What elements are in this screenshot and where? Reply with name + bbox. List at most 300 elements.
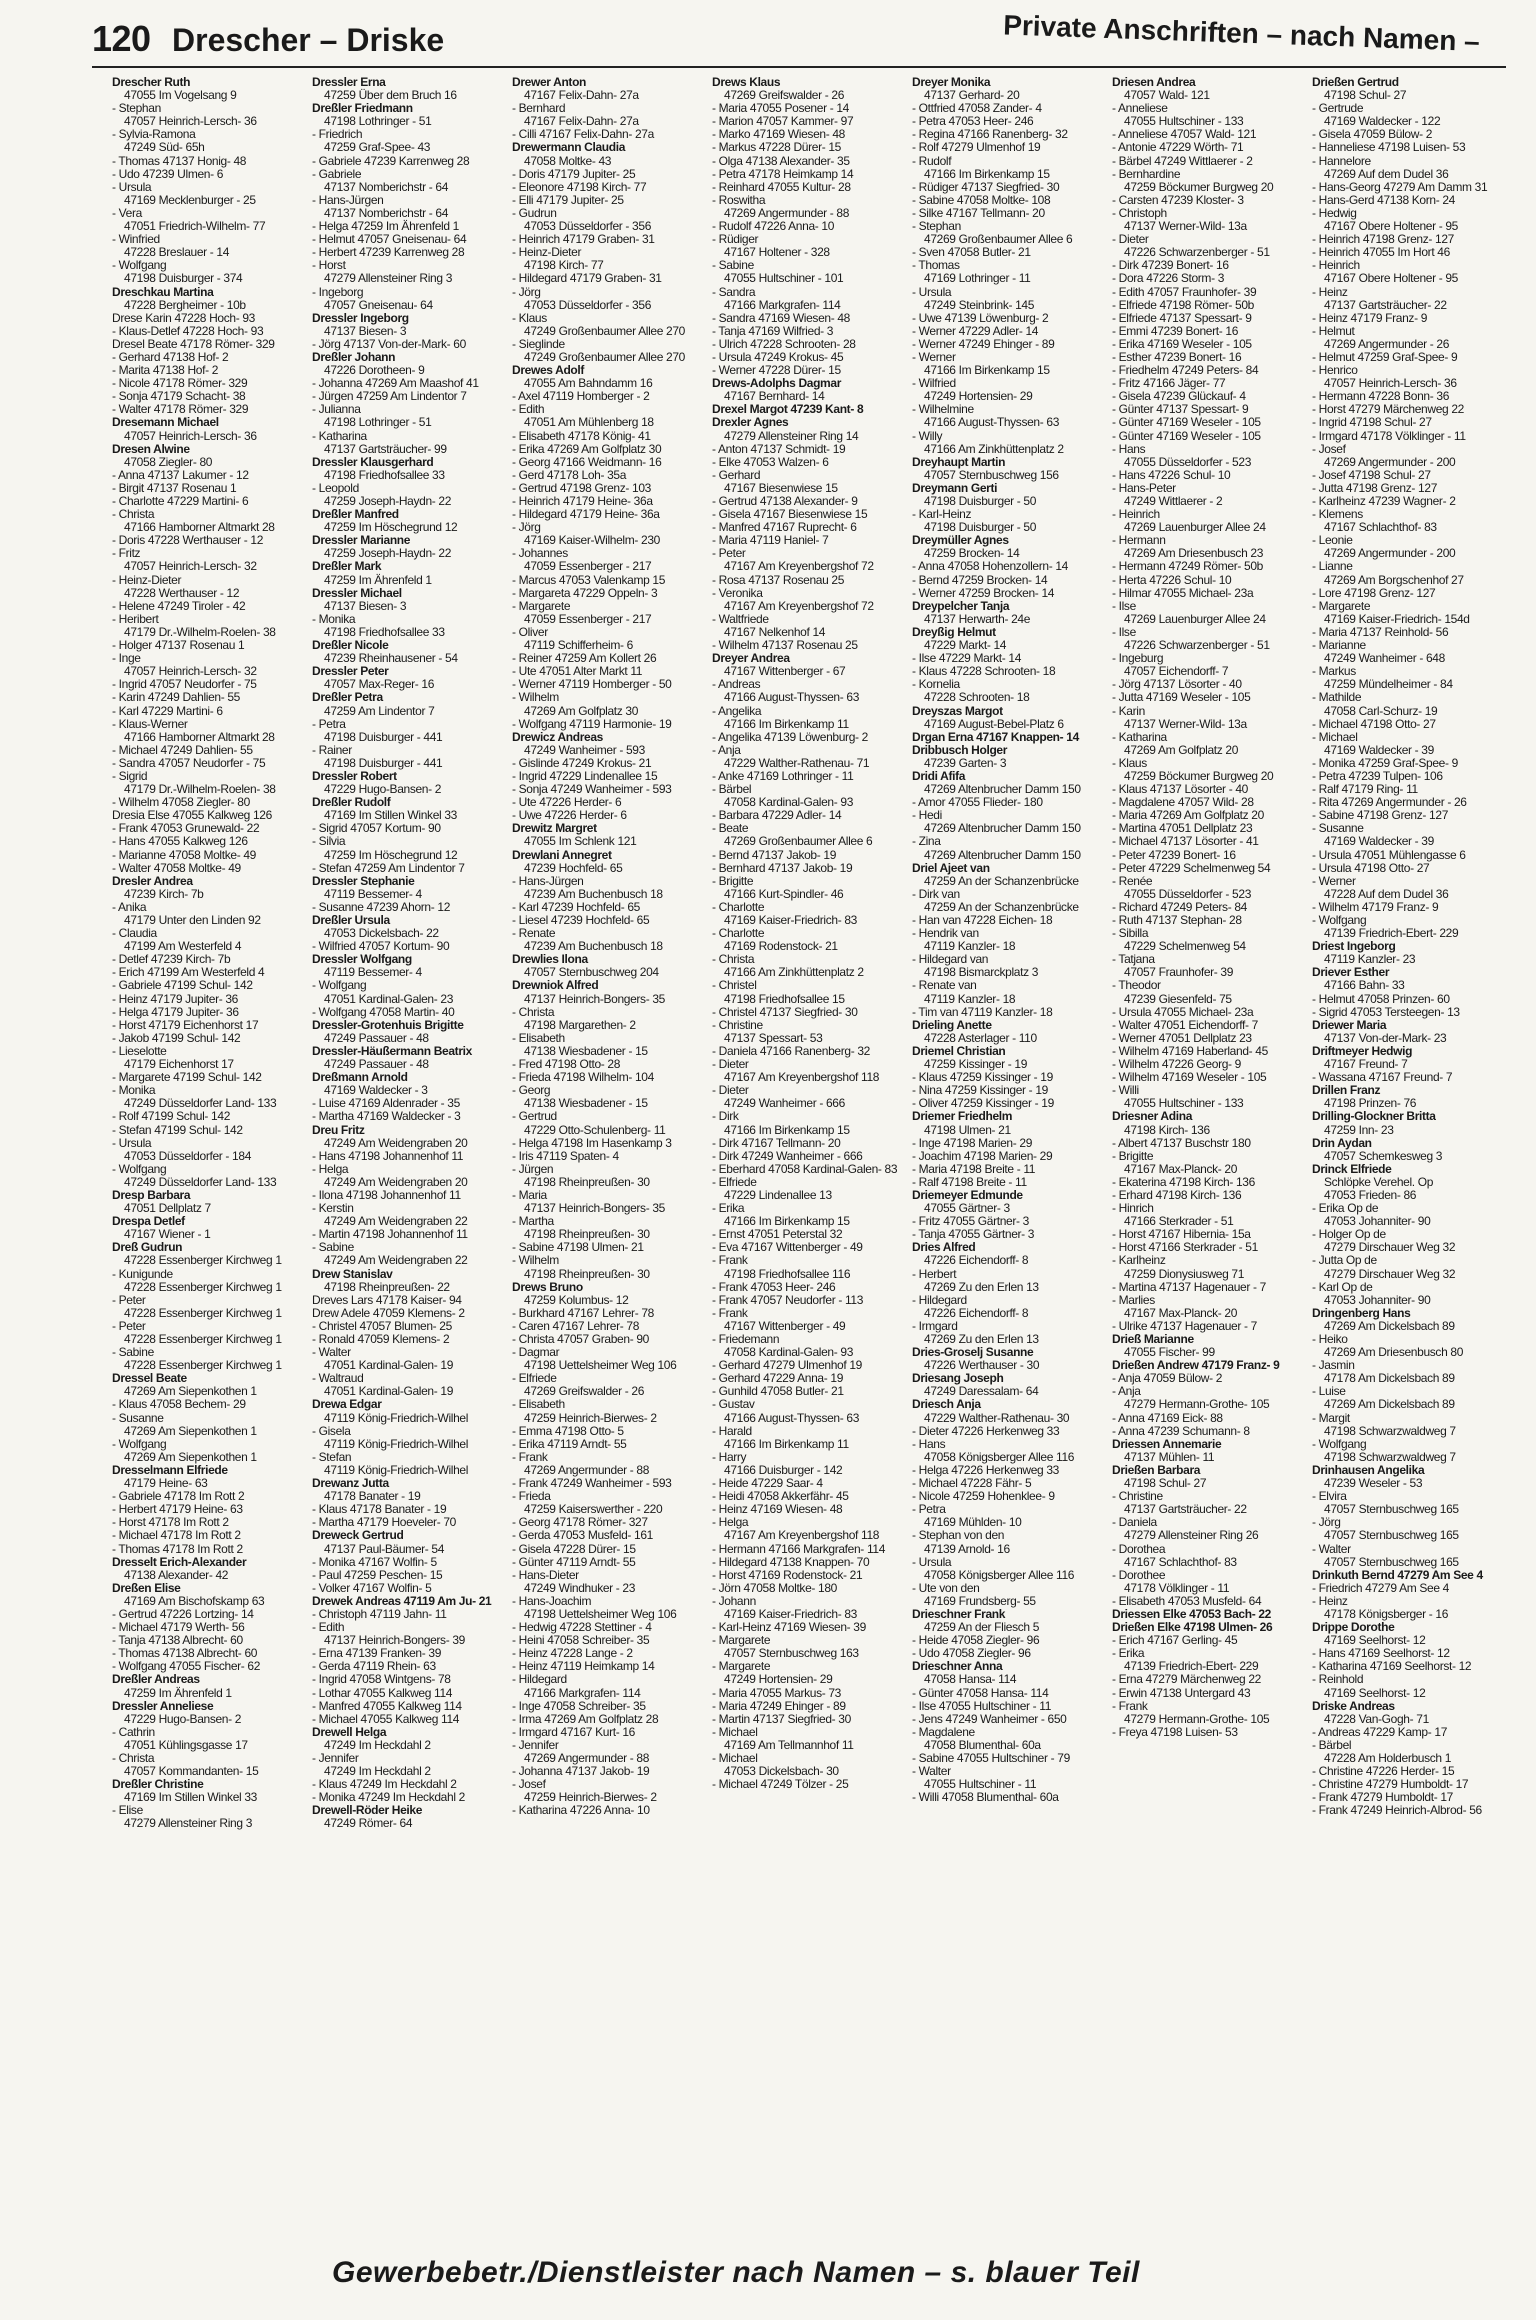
entry-address: 47269 Am Dickelsbach 89	[1324, 1318, 1455, 1333]
entry-person: - Cilli 47167 Felix-Dahn- 27a	[512, 127, 654, 142]
entry-address: 47051 Kardinal-Galen- 19	[324, 1358, 454, 1373]
entry-person: - Gustav	[712, 1397, 755, 1412]
entry-person: - Johannes	[512, 546, 568, 561]
entry-person: - Manfred 47055 Kalkweg 114	[312, 1698, 462, 1713]
entry-address: 47138 Alexander- 42	[124, 1567, 229, 1582]
entry-address: 47119 Kanzler- 18	[924, 991, 1016, 1006]
entry-person: - Sandra	[712, 284, 756, 299]
entry-person: - Klaus	[512, 310, 547, 325]
entry-address: 47167 Schlachthof- 83	[1324, 520, 1437, 535]
entry-person: - Bärbel	[712, 782, 752, 797]
entry-person: - Bärbel 47249 Wittlaerer - 2	[1112, 153, 1253, 168]
entry-address: 47058 Hansa- 114	[924, 1672, 1017, 1687]
entry-address: 47249 Großenbaumer Allee 270	[524, 349, 685, 364]
entry-address: 47226 Schwarzenberger - 51	[1124, 245, 1270, 260]
entry-surname: Dreyer Andrea	[712, 651, 790, 666]
entry-surname: Drewlani Annegret	[512, 847, 612, 862]
entry-person: - Uwe 47226 Herder- 6	[512, 808, 627, 823]
entry-person: - Friedrich	[312, 127, 363, 142]
entry-address: 47053 Johanniter- 90	[1324, 1292, 1431, 1307]
page-footer: Gewerbebetr./Dienstleister nach Namen – s. blauer Teil	[332, 2256, 1140, 2289]
entry-person: Drese Karin 47228 Hoch- 93	[112, 310, 255, 325]
entry-address: 47167 Holtener - 328	[724, 245, 830, 260]
entry-person: - Magdalene 47057 Wild- 28	[1112, 795, 1254, 810]
entry-person: - Klemens	[1312, 507, 1363, 522]
entry-address: 47169 Waldecker - 39	[1324, 742, 1434, 757]
entry-address: 47239 Rheinhausener - 54	[324, 651, 458, 666]
entry-person: - Caren 47167 Lehrer- 78	[512, 1318, 640, 1333]
entry-address: 47137 Mühlen- 11	[1124, 1449, 1215, 1464]
entry-person: - Maria 47119 Haniel- 7	[712, 533, 829, 548]
entry-person: - Petra 47239 Tulpen- 106	[1312, 768, 1443, 783]
entry-address: 47138 Wiesbadener - 15	[524, 1043, 648, 1058]
entry-person: - Hans-Jürgen	[312, 192, 384, 207]
entry-surname: Drewer Anton	[512, 76, 587, 89]
entry-person: - Wilfried	[912, 376, 956, 391]
entry-person: - Elke 47053 Walzen- 6	[712, 454, 829, 469]
entry-person: - Reinhold	[1312, 1672, 1364, 1687]
entry-person: - Friedrich 47279 Am See 4	[1312, 1580, 1449, 1595]
entry-person: - Heinz 47179 Franz- 9	[1312, 310, 1428, 325]
entry-address: 47167 Biesenwiese 15	[724, 480, 838, 495]
entry-person: - Freya 47198 Luisen- 53	[1112, 1724, 1238, 1739]
entry-person: - Joachim 47198 Marien- 29	[912, 1148, 1053, 1163]
entry-address: 47119 König-Friedrich-Wilhel	[324, 1462, 469, 1477]
entry-person: - Thomas	[912, 258, 960, 273]
entry-surname: Drinhausen Angelika	[1312, 1462, 1425, 1477]
entry-address: 47166 Kurt-Spindler- 46	[724, 886, 844, 901]
entry-person: - Detlef 47239 Kirch- 7b	[112, 952, 231, 967]
entry-address: 47259 Über dem Bruch 16	[324, 88, 457, 103]
entry-address: 47058 Blumenthal- 60a	[924, 1737, 1041, 1752]
entry-person: - Rainer	[312, 742, 352, 757]
entry-person: - Michael 47055 Kalkweg 114	[312, 1711, 460, 1726]
entry-address: 47269 Am Dickelsbach 89	[1324, 1397, 1455, 1412]
entry-address: 47259 Kissinger - 19	[924, 1057, 1028, 1072]
entry-person: - Sandra 47169 Wiesen- 48	[712, 310, 851, 325]
entry-person: - Georg	[512, 1083, 551, 1098]
entry-address: 47198 Uettelsheimer Weg 106	[524, 1358, 677, 1373]
entry-person: - Maria 47137 Reinhold- 56	[1312, 624, 1449, 639]
entry-address: 47259 Mündelheimer - 84	[1324, 677, 1453, 692]
entry-address: 47198 Ulmen- 21	[924, 1122, 1011, 1137]
entry-person: - Michael	[1312, 729, 1358, 744]
entry-person: - Peter	[112, 1292, 146, 1307]
entry-person: - Heide 47058 Ziegler- 96	[912, 1633, 1040, 1648]
entry-person: - Axel 47119 Homberger - 2	[512, 389, 650, 404]
entry-person: - Petra 47053 Heer- 246	[912, 114, 1034, 129]
entry-address: 47053 Frieden- 86	[1324, 1187, 1417, 1202]
entry-person: - Günter 47137 Spessart- 9	[1112, 402, 1249, 417]
entry-address: 47167 Bernhard- 14	[724, 389, 825, 404]
entry-person: - Gisela 47239 Glückauf- 4	[1112, 389, 1246, 404]
entry-person: - Martha	[512, 1214, 554, 1229]
entry-address: 47249 Düsseldorfer Land- 133	[124, 1096, 277, 1111]
entry-person: - Horst 47279 Märchenweg 22	[1312, 402, 1464, 417]
entry-person: - Karl-Heinz 47169 Wiesen- 39	[712, 1620, 866, 1635]
entry-person: - Ralf 47198 Breite - 11	[912, 1174, 1027, 1189]
entry-person: - Daniela 47166 Ranenberg- 32	[712, 1043, 870, 1058]
entry-person: - Werner 47119 Homberger - 50	[512, 677, 672, 692]
entry-address: 47198 Rheinpreußen- 30	[524, 1227, 650, 1242]
entry-person: - Klaus-Werner	[112, 716, 188, 731]
entry-person: - Paul 47259 Peschen- 15	[312, 1567, 443, 1582]
entry-person: - Frank 47053 Heer- 246	[712, 1279, 836, 1294]
entry-surname: Drießen Andrew 47179 Franz- 9	[1112, 1358, 1280, 1373]
entry-person: - Walter	[312, 1345, 351, 1360]
entry-person: - Rüdiger	[712, 232, 759, 247]
entry-address: 47166 Bahn- 33	[1324, 978, 1405, 993]
entry-surname: Drewlies Ilona	[512, 952, 588, 967]
entry-person: - Katharina	[1112, 729, 1167, 744]
entry-person: - Horst 47178 Im Rott 2	[112, 1515, 229, 1530]
entry-person: - Günter 47058 Hansa- 114	[912, 1685, 1049, 1700]
entry-person: - Jutta 47169 Weseler - 105	[1112, 690, 1251, 705]
entry-surname: Dreyhaupt Martin	[912, 454, 1006, 469]
entry-person: - Ute 47226 Herder- 6	[512, 795, 622, 810]
entry-address: Schlöpke Verehel. Op	[1324, 1174, 1434, 1189]
entry-address: 47269 Angermunder - 26	[1324, 336, 1450, 351]
entry-address: 47269 Großenbaumer Allee 6	[724, 834, 873, 849]
entry-person: - Ursula	[912, 284, 952, 299]
entry-address: 47226 Eichendorff- 8	[924, 1305, 1029, 1320]
entry-person: - Elise	[112, 1803, 143, 1818]
entry-person: - Ilona 47198 Johannenhof 11	[312, 1187, 461, 1202]
entry-person: - Heinz 47179 Jupiter- 36	[112, 991, 238, 1006]
entry-person: - Oliver 47259 Kissinger - 19	[912, 1096, 1054, 1111]
entry-person: - Wilhelm 47226 Georg- 9	[1112, 1057, 1241, 1072]
entry-person: - Silke 47167 Tellmann- 20	[912, 205, 1045, 220]
entry-address: 47059 Essenberger - 217	[524, 559, 652, 574]
entry-person: - Ingeburg	[1112, 651, 1164, 666]
entry-address: 47259 An der Fliesch 5	[924, 1620, 1040, 1635]
entry-address: 47269 Zu den Erlen 13	[924, 1332, 1039, 1346]
entry-address: 47269 Greifswalder - 26	[524, 1384, 645, 1399]
entry-surname: Driel Ajeet van	[912, 860, 990, 875]
entry-person: - Michael 47178 Im Rott 2	[112, 1528, 241, 1543]
entry-person: - Frieda 47198 Wilhelm- 104	[512, 1070, 654, 1085]
entry-person: - Regina 47166 Ranenberg- 32	[912, 127, 1068, 142]
entry-person: - Olga 47138 Alexander- 35	[712, 153, 850, 168]
entry-person: - Jakob 47199 Schul- 142	[112, 1030, 241, 1045]
entry-address: 47166 Im Birkenkamp 15	[924, 363, 1050, 378]
entry-person: - Hildegard 47138 Knappen- 70	[712, 1554, 870, 1569]
entry-address: 47166 Markgrafen- 114	[524, 1685, 641, 1700]
entry-address: 47249 Im Heckdahl 2	[324, 1764, 431, 1779]
entry-address: 47249 Daressalam- 64	[924, 1384, 1039, 1399]
entry-surname: Dries Alfred	[912, 1240, 976, 1255]
entry-person: - Ingrid 47198 Schul- 27	[1312, 415, 1432, 430]
entry-person: - Peter 47229 Schelmenweg 54	[1112, 860, 1271, 875]
entry-address: 47169 Kaiser-Friedrich- 83	[724, 913, 857, 927]
entry-person: - Stephan	[112, 101, 161, 116]
entry-address: 47166 Im Birkenkamp 15	[724, 1214, 850, 1229]
entry-person: - Ilse 47055 Hultschiner - 11	[912, 1698, 1052, 1713]
entry-surname: Drewermann Claudia	[512, 140, 626, 155]
entry-person: - Jutta Op de	[1312, 1253, 1377, 1268]
entry-person: - Wilhelm	[512, 690, 559, 705]
entry-address: 47269 Angermunder - 88	[724, 205, 850, 220]
entry-address: 47166 Sterkrader - 51	[1124, 1214, 1234, 1229]
entry-address: 47198 Duisburger - 441	[324, 755, 443, 770]
entry-person: - Reiner 47259 Am Kollert 26	[512, 651, 657, 666]
entry-person: - Roswitha	[712, 192, 766, 207]
entry-person: - Sabine	[112, 1345, 154, 1360]
entry-person: - Jennifer	[312, 1751, 359, 1765]
entry-person: - Günter 47119 Arndt- 55	[512, 1554, 636, 1569]
entry-person: - Inge 47198 Marien- 29	[912, 1135, 1033, 1150]
entry-address: 47167 Am Kreyenbergshof 118	[724, 1528, 880, 1543]
entry-address: 47137 Heinrich-Bongers- 39	[324, 1633, 465, 1648]
entry-address: 47178 Banater - 19	[324, 1489, 421, 1504]
entry-person: - Sieglinde	[512, 336, 565, 351]
entry-person: - Jens 47249 Wanheimer - 650	[912, 1711, 1067, 1726]
entry-person: - Dorothee	[1112, 1567, 1166, 1582]
entry-person: Drew Adele 47059 Klemens- 2	[312, 1305, 465, 1320]
entry-person: - Erwin 47138 Untergard 43	[1112, 1685, 1251, 1700]
entry-person: - Willi	[1112, 1083, 1139, 1098]
entry-person: - Erika	[712, 1201, 745, 1216]
entry-person: - Wilhelm 47169 Haberland- 45	[1112, 1043, 1268, 1058]
entry-person: - Anke 47169 Lothringer - 11	[712, 768, 854, 783]
entry-person: - Elfriede	[712, 1174, 757, 1189]
entry-address: 47166 August-Thyssen- 63	[724, 1410, 860, 1425]
entry-person: - Klaus 47249 Im Heckdahl 2	[312, 1777, 457, 1792]
entry-address: 47259 Am Lindentor 7	[324, 703, 435, 718]
entry-person: - Gerda 47053 Musfeld- 161	[512, 1528, 653, 1543]
entry-person: - Ruth 47137 Stephan- 28	[1112, 913, 1242, 927]
entry-person: - Frank	[512, 1449, 548, 1464]
entry-address: 47279 Hermann-Grothe- 105	[1124, 1711, 1270, 1726]
entry-address: 47055 Düsseldorfer - 523	[1124, 454, 1252, 469]
entry-person: - Helga 47198 Im Hasenkamp 3	[512, 1135, 672, 1150]
entry-address: 47198 Rheinpreußen- 30	[524, 1174, 650, 1189]
entry-person: - Holger 47137 Rosenau 1	[112, 638, 245, 653]
entry-person: - Gertrud 47226 Lortzing- 14	[112, 1606, 254, 1621]
entry-person: - Katharina	[312, 428, 367, 443]
entry-person: - Markus 47228 Dürer- 15	[712, 140, 841, 155]
entry-person: - Gerhard	[712, 467, 761, 482]
entry-surname: Driessen Annemarie	[1112, 1436, 1222, 1451]
entry-address: 47269 Am Driesenbusch 23	[1124, 546, 1264, 561]
entry-person: - Monika	[312, 611, 356, 626]
entry-address: 47166 Im Birkenkamp 15	[924, 166, 1050, 181]
entry-address: 47051 Kardinal-Galen- 23	[324, 991, 454, 1006]
entry-person: - Ulrike 47137 Hagenauer - 7	[1112, 1318, 1257, 1333]
entry-surname: Drießen Gertrud	[1312, 76, 1399, 89]
entry-person: - Ilse	[1112, 598, 1136, 613]
entry-address: 47249 Am Weidengraben 20	[324, 1135, 468, 1150]
entry-address: 47169 Am Tellmannhof 11	[724, 1737, 854, 1752]
entry-address: 47228 Essenberger Kirchweg 1	[124, 1279, 282, 1294]
entry-surname: Driewer Maria	[1312, 1017, 1387, 1032]
entry-surname: Dreßler Johann	[312, 349, 396, 364]
entry-person: - Brigitte	[1112, 1148, 1154, 1163]
entry-address: 47249 Windhuker - 23	[524, 1580, 636, 1595]
entry-person: Dresia Else 47055 Kalkweg 126	[112, 808, 272, 823]
entry-address: 47059 Essenberger - 217	[524, 611, 652, 626]
entry-person: - Charlotte 47229 Martini- 6	[112, 494, 249, 508]
entry-address: 47239 Hochfeld- 65	[524, 860, 623, 875]
entry-person: - Bernd 47137 Jakob- 19	[712, 847, 837, 862]
entry-person: - Wilfried 47057 Kortum- 90	[312, 939, 450, 954]
entry-person: - Klaus	[1112, 755, 1147, 770]
entry-person: - Hildegard	[512, 1672, 567, 1687]
entry-address: 47137 Herwarth- 24e	[924, 611, 1031, 626]
entry-person: - Stephan	[912, 219, 961, 234]
entry-person: - Walter	[1312, 1541, 1351, 1556]
entry-person: - Walter 47178 Römer- 329	[112, 402, 249, 417]
entry-person: - Wolfgang	[1312, 913, 1367, 927]
entry-address: 47269 Lauenburger Allee 24	[1124, 520, 1266, 535]
entry-person: - Heinz 47169 Wiesen- 48	[712, 1502, 843, 1517]
entry-person: - Ursula 47055 Michael- 23a	[1112, 1004, 1254, 1019]
entry-address: 47166 Hamborner Altmarkt 28	[124, 520, 275, 535]
entry-person: - Hans-Peter	[1112, 480, 1176, 495]
entry-person: - Stefan 47199 Schul- 142	[112, 1122, 243, 1137]
entry-person: - Heinz 47119 Heimkamp 14	[512, 1659, 655, 1674]
entry-address: 47269 Am Driesenbusch 80	[1324, 1345, 1464, 1360]
entry-person: - Wilhelm 47169 Weseler - 105	[1112, 1070, 1267, 1085]
entry-person: - Holger Op de	[1312, 1227, 1386, 1242]
entry-surname: Drewek Andreas 47119 Am Ju- 21	[312, 1593, 492, 1608]
entry-address: 47058 Carl-Schurz- 19	[1324, 703, 1438, 718]
entry-person: - Anna 47169 Eick- 88	[1112, 1410, 1223, 1425]
entry-person: - Erich 47167 Gerling- 45	[1112, 1633, 1238, 1648]
entry-person: - Maria 47198 Breite - 11	[912, 1161, 1036, 1176]
entry-person: - Erika	[1112, 1646, 1145, 1661]
entry-address: 47226 Schwarzenberger - 51	[1124, 638, 1270, 653]
entry-person: - Elli 47179 Jupiter- 25	[512, 192, 624, 207]
entry-person: - Helga 47226 Herkenweg 33	[912, 1462, 1059, 1477]
entry-person: - Frank	[1112, 1698, 1148, 1713]
entry-person: - Edith	[312, 1620, 345, 1635]
entry-person: - Thomas 47137 Honig- 48	[112, 153, 247, 168]
entry-person: - Sigrid 47053 Tersteegen- 13	[1312, 1004, 1460, 1019]
entry-person: - Elfriede 47198 Römer- 50b	[1112, 297, 1254, 312]
entry-person: - Josef	[1312, 441, 1346, 456]
entry-person: - Helene 47249 Tiroler - 42	[112, 598, 246, 613]
entry-person: - Gerhard 47138 Hof- 2	[112, 349, 229, 364]
entry-person: - Klaus 47058 Bechem- 29	[112, 1397, 246, 1412]
entry-address: 47269 Angermunder - 200	[1324, 454, 1456, 469]
entry-person: - Christa	[712, 952, 755, 967]
entry-person: - Margarete 47199 Schul- 142	[112, 1070, 262, 1085]
entry-surname: Driest Ingeborg	[1312, 939, 1396, 954]
entry-address: 47167 Nelkenhof 14	[724, 624, 826, 639]
entry-address: 47249 Wittlaerer - 2	[1124, 494, 1223, 508]
entry-person: - Heinrich 47055 Im Hort 46	[1312, 245, 1450, 260]
entry-person: - Susanne	[1312, 821, 1364, 836]
entry-surname: Drexel Margot 47239 Kant- 8	[712, 402, 864, 417]
entry-address: 47239 Giesenfeld- 75	[1124, 991, 1232, 1006]
entry-address: 47228 Am Holderbusch 1	[1324, 1751, 1452, 1765]
entry-address: 47249 Passauer - 48	[324, 1057, 429, 1072]
entry-address: 47269 Angermunder - 200	[1324, 546, 1456, 561]
entry-person: - Elisabeth 47178 König- 41	[512, 428, 651, 443]
entry-person: - Anja 47059 Bülow- 2	[1112, 1371, 1223, 1386]
entry-surname: Dressler Wolfgang	[312, 952, 412, 967]
entry-person: - Wilhelm 47137 Rosenau 25	[712, 638, 858, 653]
entry-person: - Han van 47228 Eichen- 18	[912, 913, 1053, 927]
entry-person: - Manfred 47167 Ruprecht- 6	[712, 520, 857, 535]
entry-person: - Henrico	[1312, 363, 1358, 378]
entry-address: 47137 Biesen- 3	[324, 598, 407, 613]
entry-person: - Nicole 47259 Hohenklee- 9	[912, 1489, 1055, 1504]
entry-person: - Magdalene	[912, 1724, 975, 1739]
entry-person: - Reinhard 47055 Kultur- 28	[712, 179, 851, 194]
entry-person: - Hans 47169 Seelhorst- 12	[1312, 1646, 1450, 1661]
entry-address: 47228 Asterlager - 110	[924, 1030, 1037, 1045]
entry-person: - Sibilla	[1112, 926, 1149, 941]
entry-person: - Marlies	[1112, 1292, 1155, 1307]
entry-person: - Margarete	[712, 1633, 771, 1648]
entry-surname: Drießen Elke 47198 Ulmen- 26	[1112, 1620, 1273, 1635]
entry-person: - Stefan 47259 Am Lindentor 7	[312, 860, 465, 875]
entry-surname: Drewitz Margret	[512, 821, 597, 836]
entry-address: 47259 Böckumer Burgweg 20	[1124, 179, 1274, 194]
entry-address: 47051 Kardinal-Galen- 19	[324, 1384, 454, 1399]
entry-person: - Barbara 47229 Adler- 14	[712, 808, 842, 823]
entry-surname: Dreßler Ursula	[312, 913, 390, 927]
entry-person: - Karin 47249 Dahlien- 55	[112, 690, 241, 705]
entry-person: - Christine	[1112, 1489, 1163, 1504]
entry-person: - Erika 47169 Weseler - 105	[1112, 336, 1252, 351]
entry-person: - Cathrin	[112, 1724, 155, 1739]
entry-surname: Dressler-Häußermann Beatrix	[312, 1043, 472, 1058]
entry-person: - Frank 47057 Neudorfer - 113	[712, 1292, 864, 1307]
entry-address: 47259 Joseph-Haydn- 22	[324, 546, 452, 561]
entry-surname: Dresen Alwine	[112, 441, 190, 456]
directory-column	[912, 76, 1112, 2236]
entry-address: 47269 Angermunder - 88	[524, 1462, 650, 1477]
entry-address: 47057 Sternbuschweg 204	[524, 965, 659, 980]
entry-person: - Heinz	[1312, 284, 1348, 299]
entry-person: Dresel Beate 47178 Römer- 329	[112, 336, 275, 351]
entry-address: 47055 Im Vogelsang 9	[124, 88, 237, 103]
entry-address: 47058 Kardinal-Galen- 93	[724, 795, 854, 810]
entry-person: - Udo 47239 Ulmen- 6	[112, 166, 224, 181]
entry-person: - Petra	[912, 1502, 946, 1517]
entry-address: 47053 Düsseldorfer - 356	[524, 219, 652, 234]
entry-person: - Frank	[712, 1253, 748, 1268]
entry-address: 47053 Johanniter- 90	[1324, 1214, 1431, 1229]
entry-person: - Volker 47167 Wolfin- 5	[312, 1580, 432, 1595]
entry-address: 47198 Friedhofsallee 33	[324, 624, 445, 639]
entry-address: 47269 Altenbrucher Damm 150	[924, 782, 1081, 797]
entry-person: - Katharina 47226 Anna- 10	[512, 1803, 650, 1818]
entry-person: - Wilhelm 47179 Franz- 9	[1312, 899, 1439, 914]
entry-surname: Driemel Christian	[912, 1043, 1006, 1058]
entry-person: - Hans-Jürgen	[512, 873, 584, 888]
entry-person: - Hans	[912, 1436, 946, 1451]
entry-address: 47269 Lauenburger Allee 24	[1124, 611, 1266, 626]
entry-surname: Dreß Gudrun	[112, 1240, 183, 1255]
entry-person: - Werner 47228 Dürer- 15	[712, 363, 841, 378]
entry-person: - Monika	[112, 1083, 156, 1098]
entry-person: - Dieter 47226 Herkenweg 33	[912, 1423, 1060, 1438]
entry-person: - Ilse 47229 Markt- 14	[912, 651, 1022, 666]
entry-surname: Driemeyer Edmunde	[912, 1187, 1023, 1202]
entry-address: 47051 Friedrich-Wilhelm- 77	[124, 219, 266, 234]
entry-person: - Rolf 47199 Schul- 142	[112, 1109, 231, 1124]
entry-person: - Hannelore	[1312, 153, 1371, 168]
entry-address: 47119 König-Friedrich-Wilhel	[324, 1410, 469, 1425]
entry-person: - Monika 47249 Im Heckdahl 2	[312, 1790, 465, 1805]
entry-address: 47228 Breslauer - 14	[124, 245, 230, 260]
entry-person: - Harald	[712, 1423, 752, 1438]
entry-person: - Gerhard 47279 Ulmenhof 19	[712, 1358, 862, 1373]
